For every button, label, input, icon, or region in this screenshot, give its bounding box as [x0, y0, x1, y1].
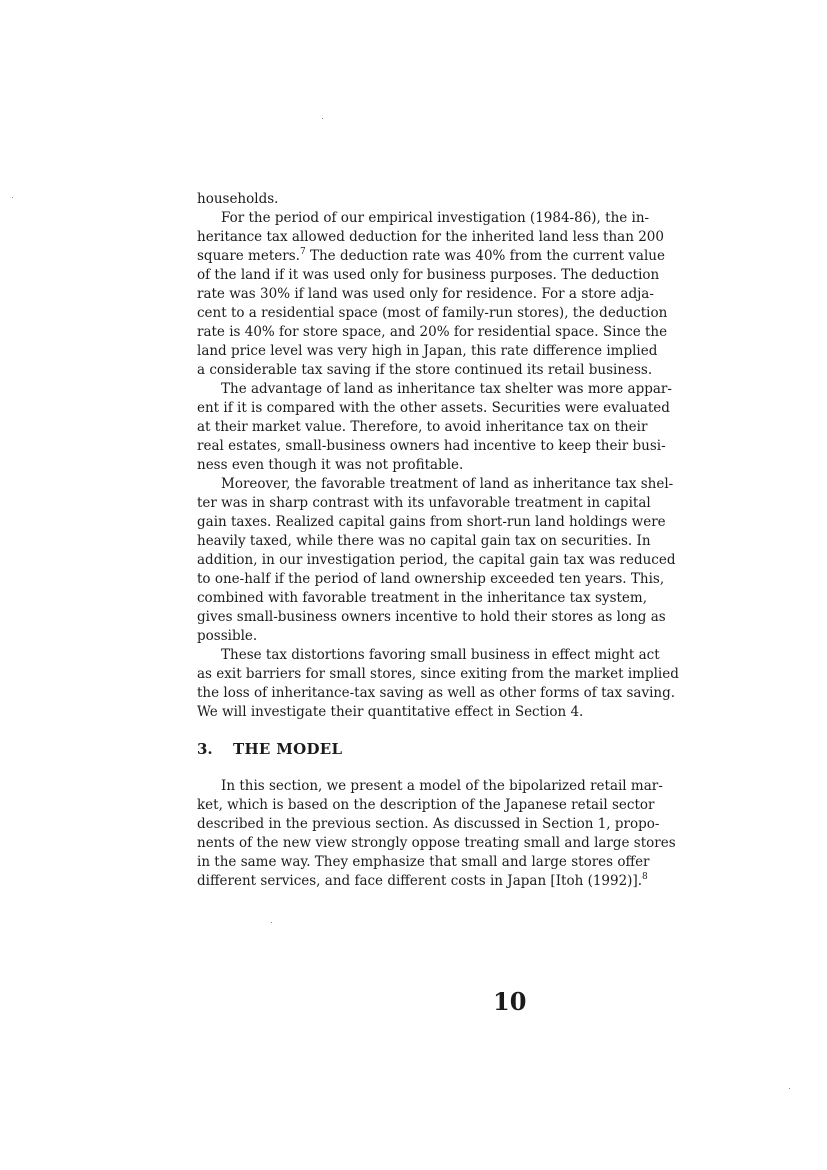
text-line	[197, 872, 647, 891]
text-line: of the land if it was used only for business purposes. The deduction	[197, 267, 660, 283]
text-line: For the period of our empirical investigation (1984-86), the in-	[221, 210, 650, 226]
text-line: a considerable tax saving if the store continued its retail business.	[197, 362, 653, 378]
scan-speck	[789, 1088, 790, 1089]
scan-speck	[271, 922, 272, 923]
scan-speck	[12, 197, 13, 198]
text-line: heavily taxed, while there was no capital gain tax on securities. In	[197, 533, 651, 549]
text-line: cent to a residential space (most of family-run stores), the deduction	[197, 305, 668, 321]
text-line: to one-half if the period of land ownership exceeded ten years. This,	[197, 571, 665, 587]
text-line: ness even though it was not profitable.	[197, 457, 464, 473]
text-line: In this section, we present a model of the bipolarized retail mar-	[221, 778, 663, 794]
text-line: ket, which is based on the description of the Japanese retail sector	[197, 797, 655, 813]
text-line: ter was in sharp contrast with its unfavorable treatment in capital	[197, 495, 651, 511]
text-line: described in the previous section. As discussed in Section 1, propo-	[197, 816, 660, 832]
text-line: The advantage of land as inheritance tax shelter was more appar-	[221, 381, 672, 397]
text-line: at their market value. Therefore, to avoid inheritance tax on their	[197, 419, 648, 435]
text-line: nents of the new view strongly oppose treating small and large stores	[197, 835, 676, 851]
text-line: heritance tax allowed deduction for the inherited land less than 200	[197, 229, 664, 245]
text-span: square meters.	[197, 248, 300, 264]
text-line: ent if it is compared with the other assets. Securities were evaluated	[197, 400, 670, 416]
text-line: land price level was very high in Japan, this rate difference implied	[197, 343, 658, 359]
text-line: gives small-business owners incentive to hold their stores as long as	[197, 609, 666, 625]
text-line: Moreover, the favorable treatment of land as inheritance tax shel-	[221, 476, 674, 492]
text-line: We will investigate their quantitative effect in Section 4.	[197, 704, 584, 720]
text-line	[197, 247, 665, 266]
text-line: real estates, small-business owners had incentive to keep their busi-	[197, 438, 666, 454]
footnote-marker: 7	[299, 247, 306, 257]
text-line: households.	[197, 191, 279, 207]
scan-speck	[322, 118, 323, 119]
text-line: possible.	[197, 628, 258, 644]
text-line: These tax distortions favoring small business in effect might act	[221, 647, 660, 663]
text-line: combined with favorable treatment in the inheritance tax system,	[197, 590, 647, 606]
text-span: different services, and face different costs in Japan [Itoh (1992)].	[197, 873, 643, 889]
text-line: the loss of inheritance-tax saving as well as other forms of tax saving.	[197, 685, 676, 701]
text-line: as exit barriers for small stores, since exiting from the market implied	[197, 666, 679, 682]
section-number: 3.	[197, 740, 213, 758]
text-line: rate was 30% if land was used only for residence. For a store adja-	[197, 286, 654, 302]
text-line: gain taxes. Realized capital gains from short-run land holdings were	[197, 514, 666, 530]
text-line: addition, in our investigation period, the capital gain tax was reduced	[197, 552, 676, 568]
page-number: 10	[493, 987, 527, 1016]
text-span: The deduction rate was 40% from the current value	[305, 248, 665, 264]
footnote-marker: 8	[642, 872, 648, 882]
section-title: THE MODEL	[233, 740, 343, 758]
text-line: in the same way. They emphasize that small and large stores offer	[197, 854, 650, 870]
text-line: rate is 40% for store space, and 20% for residential space. Since the	[197, 324, 668, 340]
